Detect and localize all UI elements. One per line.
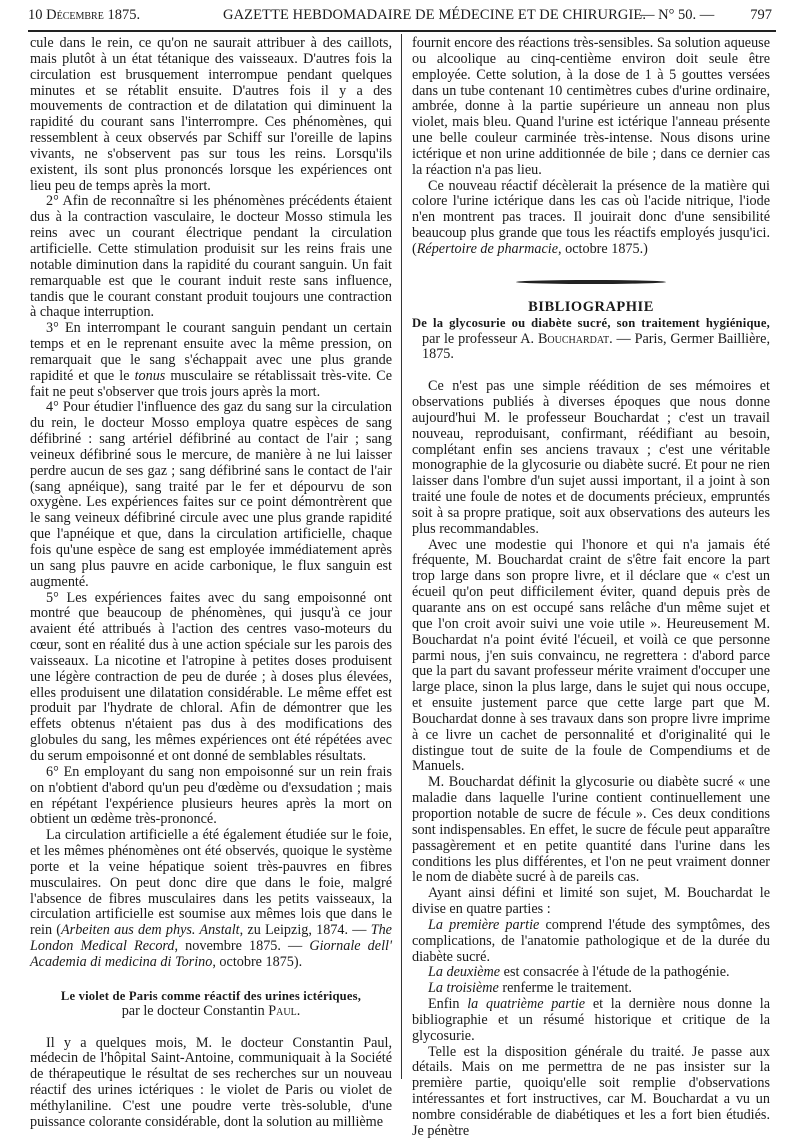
paragraph: La première partie comprend l'étude des symptômes, des complications, de l'anatomie pathologique et de la durée du diabète sucré. bbox=[412, 916, 770, 965]
article-title: Le violet de Paris comme réactif des urines ictériques, bbox=[60, 988, 362, 1003]
page-number: 797 bbox=[750, 7, 772, 23]
article-byline: par le docteur Constantin Paul. bbox=[121, 1002, 301, 1019]
paragraph: Enfin la quatrième partie et la dernière nous donne la bibliographie et un résumé historique et critique de la glycosurie. bbox=[412, 996, 770, 1044]
section-separator bbox=[516, 280, 666, 284]
paragraph: 4° Pour étudier l'influence des gaz du sang sur la circulation du rein, le docteur Mosso employa quatre espèces de sang défibriné : sang artériel défibriné au contact de l'air ; sang veineux défibriné sous le mercure, de manière à ne lui laisser perdre aucun de ses gaz ; sang défibriné sans le contact de l'air (sang apnéique), sang traité par le fer et dépourvu de son oxygène. Les expériences faites sur ce point démontrèrent que le sang veineux défibriné circule avec une plus grande rapidité que l'apnéique et que, dans la circulation artificielle, chaque fois qu'une espèce de sang est employée immédiatement après un sang plus pauvre en acide carbonique, le flux sanguin est augmenté. bbox=[30, 399, 392, 590]
left-column bbox=[30, 36, 392, 1131]
paragraph: Ayant ainsi défini et limité son sujet, M. Bouchardat le divise en quatre parties : bbox=[412, 885, 770, 918]
column-divider bbox=[401, 34, 402, 1079]
paragraph: cule dans le rein, ce qu'on ne saurait attribuer à des caillots, mais plutôt à un état tétanique des vaisseaux. D'autres fois la circulation est brusquement interrompue pendant quelques minutes et se rétablit ensuite. D'autres fois il y a des mouvements de contraction et de dilatation qui diminuent la rapidité du courant sans l'interrompre. Ces phénomènes, qui ressemblent à ceux observés par Schiff sur l'oreille de lapins vivants, ne s'observent pas sur tous les reins. Lorsqu'ils existent, ils sont plus prononcés lorsque les expériences ont lieu peu de temps après la mort. bbox=[30, 35, 392, 194]
section-heading: BIBLIOGRAPHIE bbox=[528, 298, 654, 315]
paragraph: Il y a quelques mois, M. le docteur Constantin Paul, médecin de l'hôpital Saint-Antoine, communiquait à la Société de thérapeutique le résultat de ses recherches sur un nouveau réactif des urines ictériques : le violet de Paris ou violet de méthylaniline. C'est une poudre verte très-soluble, d'une puissance colorante considérable, dont la solution au millième bbox=[30, 1034, 392, 1130]
paragraph: Avec une modestie qui l'honore et qui n'a jamais été fréquente, M. Bouchardat craint de s'être fait encore la part trop large dans son propre livre, et il déclare que « c'est un écueil qu'on peut difficilement éviter, quand depuis près de quarante ans on est occupé sans relâche d'un même sujet et que l'on croit avoir suivi une voie utile ». Heureusement M. Bouchardat n'a point évité l'écueil, et voilà ce que personne parmi nous, j'en suis convaincu, ne regrettera : d'abord parce que la part du savant professeur mérite vraiment d'occuper une large place, sinon la plus large, dans le sujet qui nous occupe, et ensuite justement parce que cette large part que M. Bouchardat donne à ses travaux dans son propre livre imprime à ce livre un cachet de personnalité et d'originalité qui le distingue tout de suite de la foule de Compendiums et de Manuels. bbox=[412, 536, 770, 775]
paragraph: 6° En employant du sang non empoisonné sur un rein frais on n'obtient d'abord qu'un peu d'œdème ou d'exsudation ; mais en répétant l'expérience plusieurs heures après la mort on obtient un œdème très-prononcé. bbox=[30, 763, 392, 828]
paragraph: M. Bouchardat définit la glycosurie ou diabète sucré « une maladie dans laquelle l'urine contient continuellement une proportion notable de sucre de fécule ». Ces deux conditions sont indispensables. En effet, le sucre de fécule peut apparaître passagèrement et en petite quantité dans l'urine dans les conditions les plus différentes, et l'on ne peut vraiment donner le nom de diabète sucré à de pareils cas. bbox=[412, 774, 770, 886]
book-reference: De la glycosurie ou diabète sucré, son traitement hygiénique, par le professeur A. Bouchardat. — Paris, Germer Baillière, 1875. bbox=[412, 315, 770, 363]
right-column bbox=[412, 36, 770, 1140]
paragraph: La circulation artificielle a été également étudiée sur le foie, et les mêmes phénomènes ont été observés, quoique le système porte et la veine hépatique soient très-pauvres en fibres musculaires. On peut donc dire que dans le foie, malgré l'absence de fibres musculaires dans les petits vaisseaux, la circulation artificielle est soumise aux mêmes lois que dans le rein (Arbeiten aus dem phys. Anstalt, zu Leipzig, 1874. — The London Medical Record, novembre 1875. — Giornale dell' Academia di medicina di Torino, octobre 1875). bbox=[30, 827, 392, 970]
paragraph: 5° Les expériences faites avec du sang empoisonné ont montré que beaucoup de phénomènes, qui jusqu'à ce jour avaient été attribués à l'action des centres vaso-moteurs du cœur, sont en réalité dus à une action spéciale sur les parois des vaisseaux. La nicotine et l'atropine à petites doses produisent une légère contraction de peu de durée ; à doses plus élevées, elles produisent une dilatation considérable. Le même effet est produit par l'hydrate de chloral. Afin de démontrer que les effets obtenus n'étaient pas dus à des modifications des globules du sang, les mêmes expériences ont été répétées avec du serum empoisonné et ont donné de semblables résultats. bbox=[30, 589, 392, 764]
running-header bbox=[28, 2, 772, 28]
paragraph: La troisième renferme le traitement. bbox=[428, 980, 632, 997]
paragraph: fournit encore des réactions très-sensibles. Sa solution aqueuse ou alcoolique au cinq-centième environ doit seule être employée. Cette solution, à la dose de 1 à 5 gouttes versées dans un tube contenant 10 centimètres cubes d'urine ordinaire, ambrée, donne à la partie supérieure un anneau non plus violet, mais bleu. Quand l'urine est ictérique l'anneau présente une belle couleur carminée très-intense. Nous disons urine ictérique et non urine additionnée de bile ; dans ce dernier cas la réaction n'a pas lieu. bbox=[412, 35, 770, 178]
paragraph: La deuxième est consacrée à l'étude de la pathogénie. bbox=[428, 964, 730, 981]
paragraph: Ce n'est pas une simple réédition de ses mémoires et observations publiés à diverses époques que nous donne aujourd'hui M. le professeur Bouchardat ; c'est un travail nouveau, reproduisant, confirmant, réédifiant au besoin, complétant enfin ses anciens travaux ; c'est une véritable monographie de la glycosurie ou diabète sucré. Et pour ne rien laisser dans l'ombre d'un sujet aussi important, il a joint à son traité une foule de notes et de documents précieux, empruntés soit à sa propre pratique, soit aux observations des auteurs les plus recommandables. bbox=[412, 378, 770, 537]
issue-number: — N° 50. — bbox=[640, 7, 715, 23]
paragraph: Ce nouveau réactif décèlerait la présence de la matière qui colore l'urine ictérique dans les cas où l'acide nitrique, l'iode n'en montrent pas traces. Il jouirait donc d'une sensibilité beaucoup plus grande que tous les réactifs employés jusqu'ici. (Répertoire de pharmacie, octobre 1875.) bbox=[412, 177, 770, 257]
header-rule bbox=[28, 30, 776, 32]
paragraph: Telle est la disposition générale du traité. Je passe aux détails. Mais on me permettra de ne pas insister sur la première partie, quoiqu'elle soit remplie d'observations intéressantes et fort instructives, car M. Bouchardat a vu un nombre considérable de diabétiques et les a fort bien étudiés. Je pénètre bbox=[412, 1043, 770, 1139]
journal-title: GAZETTE HEBDOMADAIRE DE MÉDECINE ET DE CHIRURGIE. bbox=[223, 7, 647, 23]
paragraph: 2° Afin de reconnaître si les phénomènes précédents étaient dus à la contraction vasculaire, le docteur Mosso stimula les reins avec un courant électrique pendant la circulation artificielle. Cette stimulation produisit sur les reins frais une notable diminution dans la rapidité du courant sanguin. Un fait remarquable est que le courant induit reste sans influence, tandis que le courant constant produit toujours une contraction à chaque interruption. bbox=[30, 193, 392, 321]
header-date: 10 Décembre 1875. bbox=[28, 7, 141, 23]
paragraph: 3° En interrompant le courant sanguin pendant un certain temps et en le reprenant ensuite avec la même pression, on remarquait que le sang s'échappait avec une plus grande rapidité et que le tonus musculaire se rétablissait très-vite. Ce fait ne peut s'observer que trois jours après la mort. bbox=[30, 320, 392, 400]
